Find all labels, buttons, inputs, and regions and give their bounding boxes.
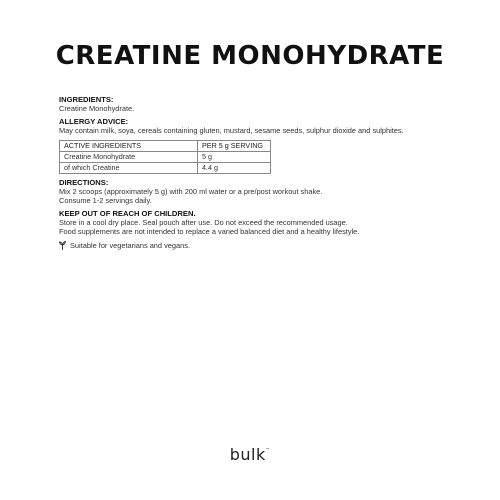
leaf-icon xyxy=(59,241,66,250)
directions-heading: DIRECTIONS: xyxy=(59,178,109,187)
table-row xyxy=(60,152,271,163)
storage-line: Food supplements are not intended to replace a varied balanced diet and a healthy lifestyle. xyxy=(59,227,360,236)
active-ingredients-table xyxy=(59,140,271,174)
allergy-heading: ALLERGY ADVICE: xyxy=(59,117,129,126)
allergy-text: May contain milk, soya, cereals containing gluten, mustard, sesame seeds, sulphur dioxide and sulphites. xyxy=(59,126,404,135)
table-cell: of which Creatine xyxy=(60,163,198,174)
directions-line: Mix 2 scoops (approximately 5 g) with 200 ml water or a pre/post workout shake. xyxy=(59,187,323,196)
trademark-mark: ™ xyxy=(265,447,271,452)
storage-heading: KEEP OUT OF REACH OF CHILDREN. xyxy=(59,209,196,218)
directions-line: Consume 1-2 servings daily. xyxy=(59,196,152,205)
table-header-cell: PER 5 g SERVING xyxy=(198,141,271,152)
table-cell: Creatine Monohydrate xyxy=(60,152,198,163)
table-header-row xyxy=(60,141,271,152)
label-content xyxy=(59,95,479,250)
vegetarian-note xyxy=(59,241,479,250)
table-cell: 4.4 g xyxy=(198,163,271,174)
ingredients-text: Creatine Monohydrate. xyxy=(59,104,135,113)
page-title: CREATINE MONOHYDRATE xyxy=(55,41,445,71)
table-header-cell: ACTIVE INGREDIENTS xyxy=(60,141,198,152)
brand-logo xyxy=(0,445,500,464)
table-cell: 5 g xyxy=(198,152,271,163)
ingredients-heading: INGREDIENTS: xyxy=(59,95,114,104)
brand-name: bulk xyxy=(229,445,266,464)
vegetarian-text: Suitable for vegetarians and vegans. xyxy=(70,241,190,250)
table-row xyxy=(60,163,271,174)
storage-line: Store in a cool dry place. Seal pouch after use. Do not exceed the recommended usage. xyxy=(59,218,348,227)
